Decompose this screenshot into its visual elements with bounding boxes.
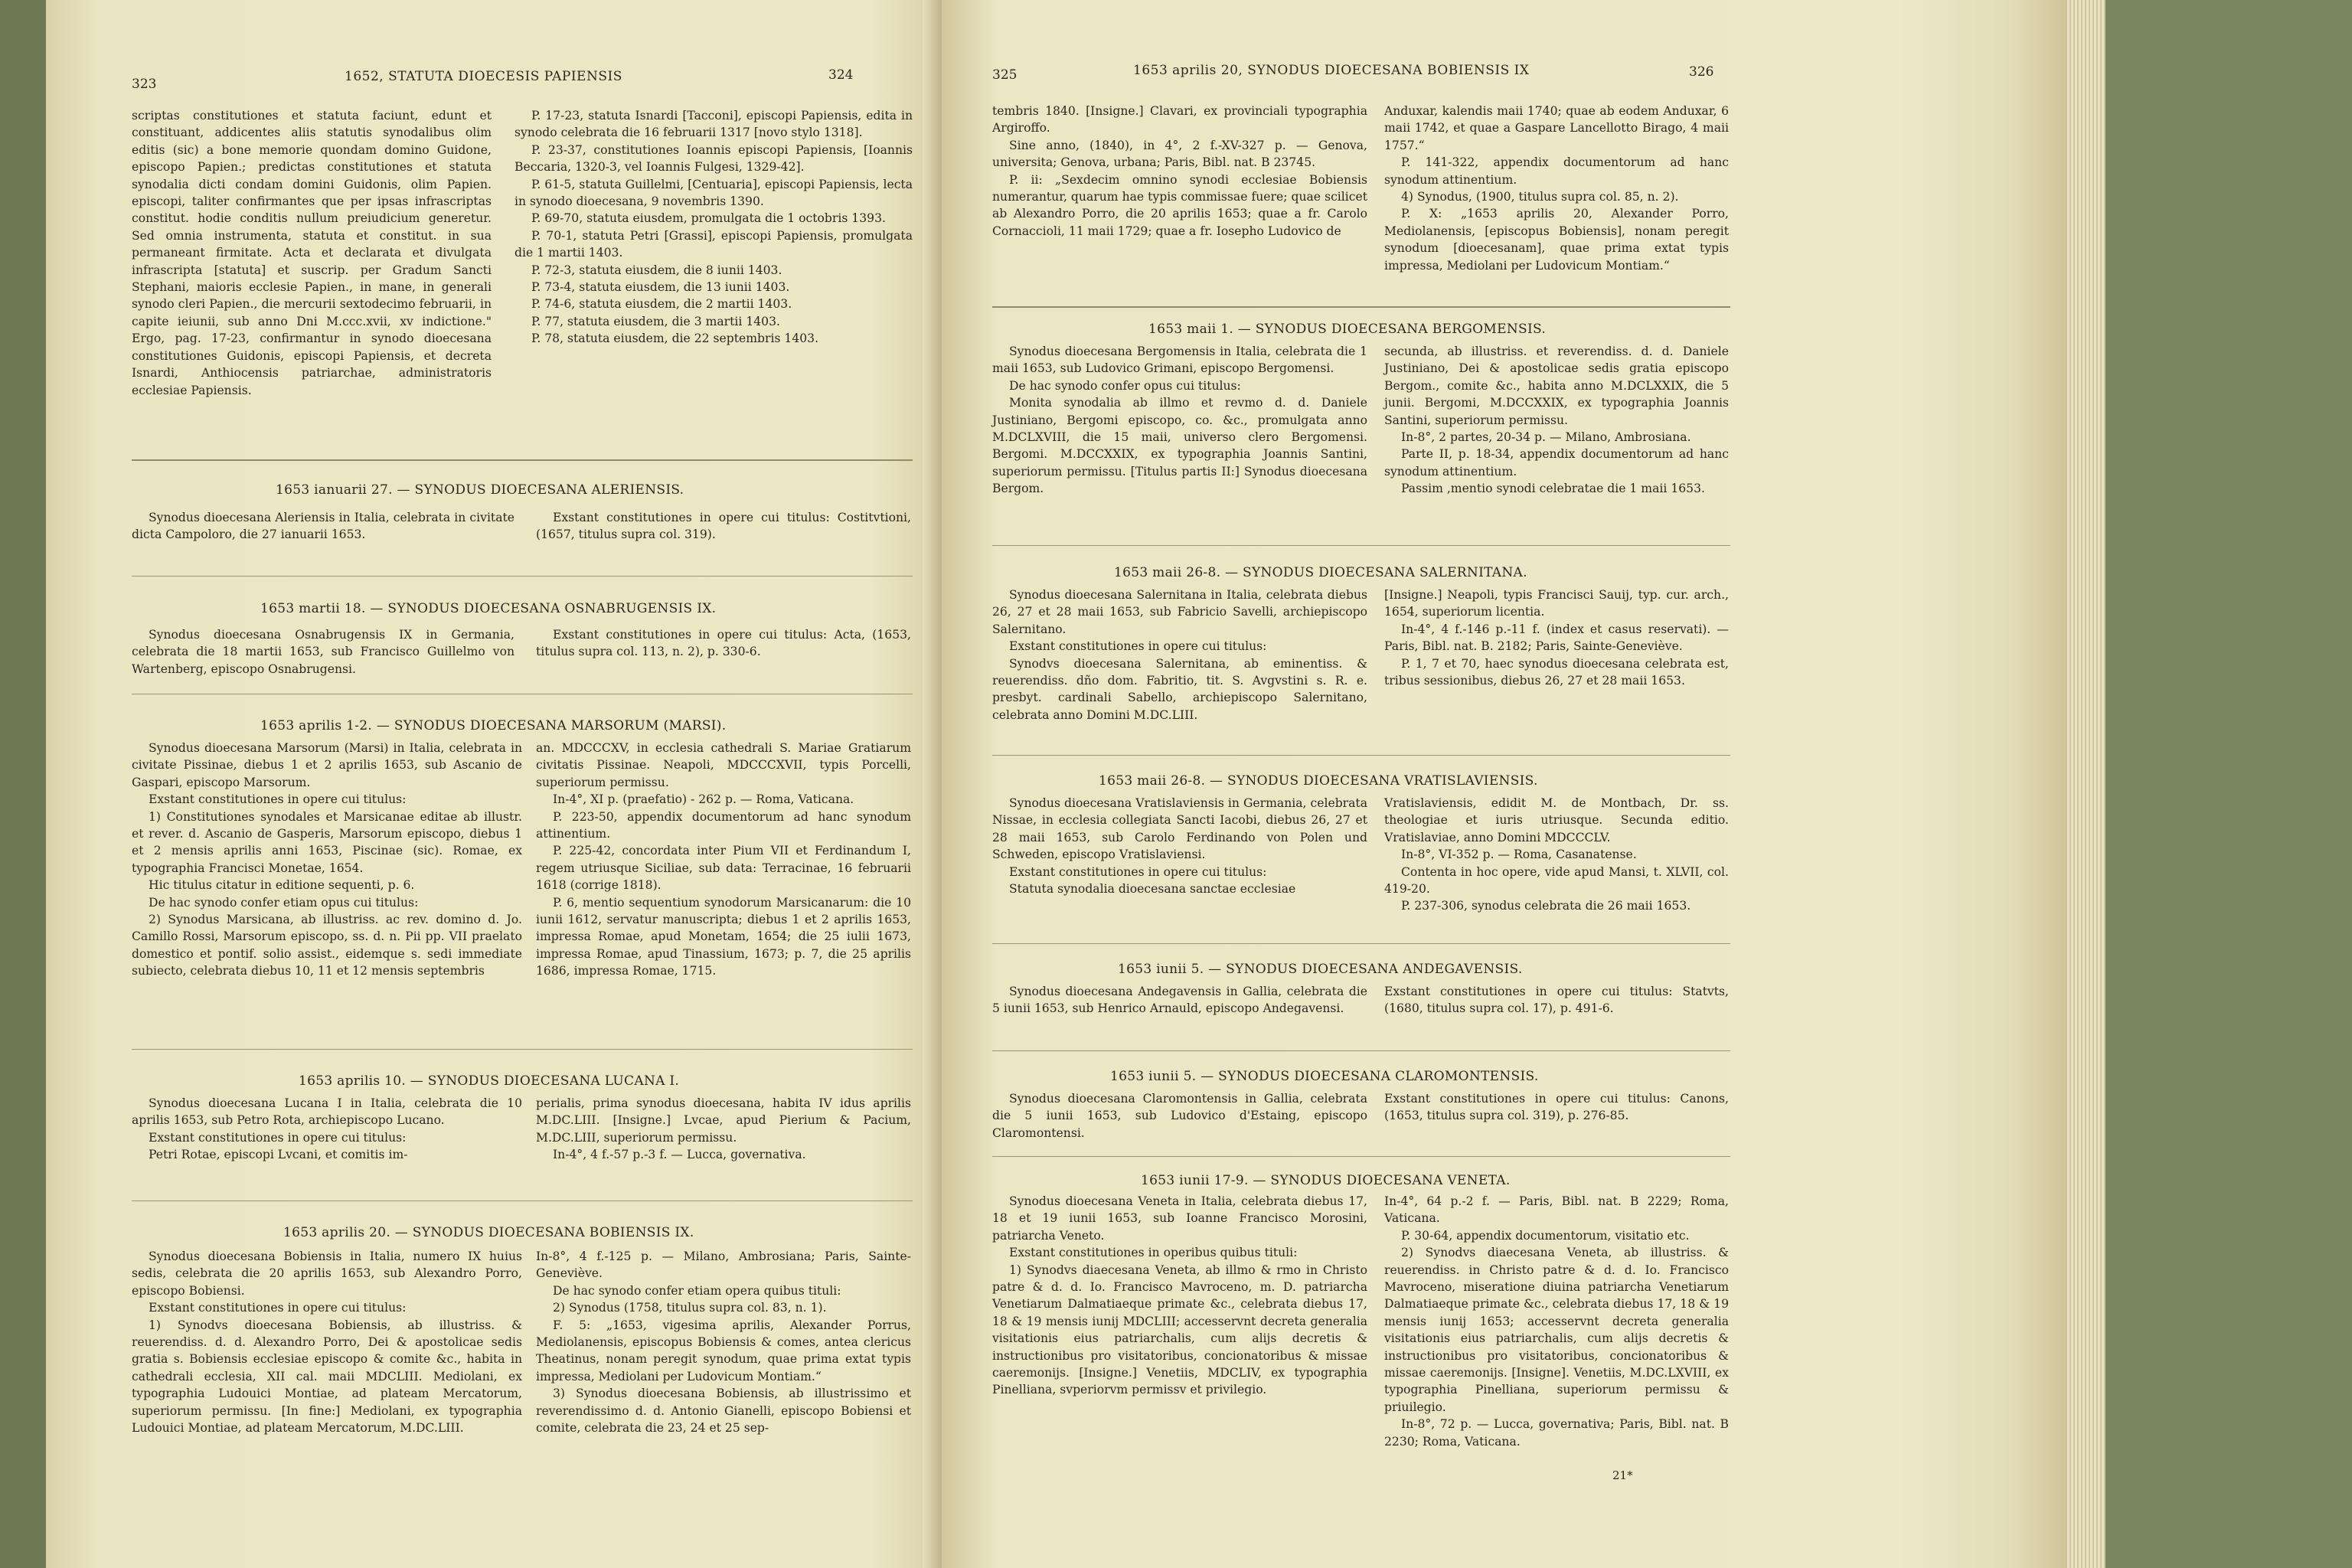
text-column: Exstant constitutiones in opere cui titulus: Canons, (1653, titulus supra col. 319), p. 276-85.	[1384, 1092, 1729, 1123]
section-rule	[132, 1049, 913, 1050]
text-column: Synodus dioecesana Osnabrugensis IX in Germania, celebrata die 18 martii 1653, sub Francisco Guillelmo von Wartenberg, episcopo Osnabrugensi.	[132, 628, 514, 676]
text-column: Synodus dioecesana Veneta in Italia, celebrata diebus 17, 18 et 19 iunii 1653, sub Ioanne Francisco Morosini, patriarcha Veneto. Exstant constitutiones in operibus quibus tituli: 1) Synodvs diaecesana Veneta, ab illmo & rmo in Christo patre & d. d. Io. Francisco Mavroceno, m. D. patriarcha Venetiarum Dalmatiaeque primate &c., celebrata diebus 17, 18 & 19 mensis iunij MDCLIII; accesservnt decreta generalia visitationis eius patriarchalis, cum alijs decretis & instructionibus pro visitatoribus, concionatoribus & missae caeremonijs. [Insigne.] Venetiis, MDCLIV, ex typographia Pinelliana, svperiorvm permissv et privilegio.	[992, 1194, 1367, 1397]
text-column: perialis, prima synodus dioecesana, habita IV idus aprilis M.DC.LIII. [Insigne.] Lvcae, apud Pierium & Pacium, M.DC.LIII, superiorum permissu. In-4°, 4 f.-57 p.-3 f. — Lucca, governativa.	[536, 1096, 911, 1162]
section-title: 1653 martii 18. — SYNODUS DIOECESANA OSNABRUGENSIS IX.	[260, 601, 717, 616]
section-rule	[992, 306, 1730, 308]
section-rule	[132, 1200, 913, 1201]
text-column: Synodus dioecesana Bobiensis in Italia, numero IX huius sedis, celebrata die 20 aprilis 1653, sub Alexandro Porro, episcopo Bobiensi. Exstant constitutiones in opere cui titulus: 1) Synodvs dioecesana Bobiensis, ab illustriss. & reuerendiss. d. d. Alexandro Porro, Dei & apostolicae sedis gratia s. Bobiensis ecclesiae episcopo & comite &c., habita in cathedrali ecclesia, XII cal. maii MDCLIII. Mediolani, ex typographia Ludouici Montiae, ad plateam Mercatorum, superiorum permissu. [In fine:] Mediolani, ex typographia Ludouici Montiae, ad plateam Mercatorum, M.DC.LIII.	[132, 1250, 522, 1436]
signature-mark: 21*	[1612, 1468, 1633, 1482]
right-page	[942, 0, 2067, 1568]
text-column: Synodus dioecesana Lucana I in Italia, celebrata die 10 aprilis 1653, sub Petro Rota, archiepiscopo Lucano. Exstant constitutiones in opere cui titulus: Petri Rotae, episcopi Lvcani, et comitis im-	[132, 1096, 522, 1162]
text-column: Exstant constitutiones in opere cui titulus: Costitvtioni, (1657, titulus supra col. 319).	[536, 511, 911, 542]
section-title: 1653 maii 26-8. — SYNODUS DIOECESANA SALERNITANA.	[1114, 565, 1527, 580]
section-rule	[992, 545, 1730, 546]
section-title: 1653 maii 26-8. — SYNODUS DIOECESANA VRATISLAVIENSIS.	[1099, 773, 1538, 789]
section-title: 1653 aprilis 20. — SYNODUS DIOECESANA BOBIENSIS IX.	[283, 1225, 694, 1240]
page-number: 326	[1689, 64, 1714, 80]
text-column: Synodus dioecesana Andegavensis in Gallia, celebrata die 5 iunii 1653, sub Henrico Arnauld, episcopo Andegavensi.	[992, 985, 1367, 1016]
text-column: In-4°, 64 p.-2 f. — Paris, Bibl. nat. B 2229; Roma, Vaticana. P. 30-64, appendix documentorum, visitatio etc. 2) Synodvs diaecesana Veneta, ab illustriss. & reuerendiss. in Christo patre & d. d. Io. Francisco Mavroceno, miseratione diuina patriarcha Venetiarum Dalmatiaeque primate &c., celebrata diebus 17, 18 & 19 mensis iunij 1653; accesservnt decreta generalia visitationis eius patriarchalis, cum alijs decretis & instructionibus pro visitatoribus, concionatoribus & missae caeremonijs. [Insigne]. Venetiis, M.DC.LXVIII, ex typographia Pinelliana, superiorum permissu & priuilegio. In-8°, 72 p. — Lucca, governativa; Paris, Bibl. nat. B 2230; Roma, Vaticana.	[1384, 1194, 1729, 1449]
section-rule	[992, 1050, 1730, 1051]
section-rule	[992, 755, 1730, 756]
text-column: Synodus dioecesana Salernitana in Italia, celebrata diebus 26, 27 et 28 maii 1653, sub Fabricio Savelli, archiepiscopo Salernitano. Exstant constitutiones in opere cui titulus: Synodvs dioecesana Salernitana, ab eminentiss. & reuerendiss. dño dom. Fabritio, tit. S. Avgvstini s. R. e. presbyt. cardinali Sabello, archiepiscopo Salernitano, celebrata anno Domini M.DC.LIII.	[992, 588, 1367, 722]
text-column: Synodus dioecesana Vratislaviensis in Germania, celebrata Nissae, in ecclesia collegiata Sancti Iacobi, diebus 26, 27 et 28 maii 1653, sub Carolo Ferdinando von Polen und Schweden, episcopo Vratislaviensi. Exstant constitutiones in opere cui titulus: Statuta synodalia dioecesana sanctae ecclesiae	[992, 796, 1367, 897]
text-column: Exstant constitutiones in opere cui titulus: Statvts, (1680, titulus supra col. 17), p. 491-6.	[1384, 985, 1729, 1016]
section-rule	[992, 1156, 1730, 1157]
section-rule	[992, 943, 1730, 944]
text-column: Synodus dioecesana Marsorum (Marsi) in Italia, celebrata in civitate Pissinae, diebus 1 et 2 aprilis 1653, sub Ascanio de Gaspari, episcopo Marsorum. Exstant constitutiones in opere cui titulus: 1) Constitutiones synodales et Marsicanae editae ab illustr. et rever. d. Ascanio de Gasperis, Marsorum episcopo, diebus 1 et 2 mensis aprilis anni 1653, Piscinae (sic). Romae, ex typographia Francisci Monetae, 1654. Hic titulus citatur in editione sequenti, p. 6. De hac synodo confer etiam opus cui titulus: 2) Synodus Marsicana, ab illustriss. ac rev. domino d. Jo. Camillo Rossi, Marsorum episcopo, ss. d. n. Pii pp. VII praelato domestico et pontif. solio assist., eidemque s. sedi immediate subiecto, celebrata diebus 10, 11 et 12 mensis septembris	[132, 741, 522, 978]
page-number: 324	[828, 67, 854, 83]
section-rule	[132, 576, 913, 577]
running-header: 1653 aprilis 20, SYNODUS DIOECESANA BOBIENSIS IX	[1133, 63, 1530, 78]
text-column: In-8°, 4 f.-125 p. — Milano, Ambrosiana; Paris, Sainte-Geneviève. De hac synodo confer etiam opera quibus tituli: 2) Synodus (1758, titulus supra col. 83, n. 1). F. 5: „1653, vigesima aprilis, Alexander Porrus, Mediolanensis, episcopus Bobiensis & comes, antea clericus Theatinus, nonam peregit synodum, quae prima extat typis impressa, Mediolani per Ludovicum Montiam.“ 3) Synodus dioecesana Bobiensis, ab illustrissimo et reverendissimo d. d. Antonio Gianelli, episcopo Bobiensi et comite, celebrata die 23, 24 et 25 sep-	[536, 1250, 911, 1436]
section-title: 1653 maii 1. — SYNODUS DIOECESANA BERGOMENSIS.	[1148, 322, 1547, 337]
section-title: 1653 aprilis 1-2. — SYNODUS DIOECESANA MARSORUM (MARSI).	[260, 718, 727, 733]
section-rule	[132, 459, 913, 461]
text-column: Anduxar, kalendis maii 1740; quae ab eodem Anduxar, 6 maii 1742, et quae a Gaspare Lancellotto Birago, 4 maii 1757.“ P. 141-322, appendix documentorum ad hanc synodum attinentium. 4) Synodus, (1900, titulus supra col. 85, n. 2). P. X: „1653 aprilis 20, Alexander Porro, Mediolanensis, [episcopus Bobiensis], nonam peregit synodum [dioecesanam], quae prima extat typis impressa, Mediolani per Ludovicum Montiam.“	[1384, 104, 1729, 273]
section-title: 1653 iunii 17-9. — SYNODUS DIOECESANA VENETA.	[1141, 1173, 1511, 1188]
text-column: Vratislaviensis, edidit M. de Montbach, Dr. ss. theologiae et iuris utriusque. Secunda editio. Vratislaviae, anno Domini MDCCCLV. In-8°, VI-352 p. — Roma, Casanatense. Contenta in hoc opere, vide apud Mansi, t. XLVII, col. 419-20. P. 237-306, synodus celebrata die 26 maii 1653.	[1384, 796, 1729, 913]
section-title: 1653 iunii 5. — SYNODUS DIOECESANA CLAROMONTENSIS.	[1110, 1069, 1539, 1084]
page-number: 323	[132, 77, 157, 92]
text-column: tembris 1840. [Insigne.] Clavari, ex provinciali typographia Argiroffo. Sine anno, (1840), in 4°, 2 f.-XV-327 p. — Genova, universita; Genova, urbana; Paris, Bibl. nat. B 23745. P. ii: „Sexdecim omnino synodi ecclesiae Bobiensis numerantur, quarum hae typis commissae fuere; quae scilicet ab Alexandro Porro, die 20 aprilis 1653; quae a fr. Carolo Cornaccioli, 11 maii 1729; quae a fr. Iosepho Ludovico de	[992, 104, 1367, 238]
page-number: 325	[992, 67, 1018, 83]
left-page	[46, 0, 942, 1568]
desk-background	[2067, 0, 2352, 1568]
text-column: P. 17-23, statuta Isnardi [Tacconi], episcopi Papiensis, edita in synodo celebrata die 16 februarii 1317 [novo stylo 1318]. P. 23-37, constitutiones Ioannis episcopi Papiensis, [Ioannis Beccaria, 1320-3, vel Ioannis Fulgesi, 1329-42]. P. 61-5, statuta Guillelmi, [Centuaria], episcopi Papiensis, lecta in synodo dioecesana, 9 novembris 1390. P. 69-70, statuta eiusdem, promulgata die 1 octobris 1393. P. 70-1, statuta Petri [Grassi], episcopi Papiensis, promulgata die 1 martii 1403. P. 72-3, statuta eiusdem, die 8 iunii 1403. P. 73-4, statuta eiusdem, die 13 iunii 1403. P. 74-6, statuta eiusdem, die 2 martii 1403. P. 77, statuta eiusdem, die 3 martii 1403. P. 78, statuta eiusdem, die 22 septembris 1403.	[514, 109, 913, 346]
text-column: Synodus dioecesana Aleriensis in Italia, celebrata in civitate dicta Campoloro, die 27 ianuarii 1653.	[132, 511, 514, 542]
text-column: Synodus dioecesana Bergomensis in Italia, celebrata die 1 maii 1653, sub Ludovico Grimani, episcopo Bergomensi. De hac synodo confer opus cui titulus: Monita synodalia ab illmo et revmo d. d. Daniele Justiniano, Bergomi episcopo, co. &c., promulgata anno M.DCLXVIII, die 15 maii, universo clero Bergomensi. Bergomi. M.DCCXXIX, ex typographia Joannis Santini, superiorum permissu. [Titulus partis II:] Synodus dioecesana Bergom.	[992, 345, 1367, 496]
section-title: 1653 ianuarii 27. — SYNODUS DIOECESANA ALERIENSIS.	[276, 482, 684, 498]
text-column: secunda, ab illustriss. et reverendiss. d. d. Daniele Justiniano, Dei & apostolicae sedis gratia episcopo Bergom., comite &c., habita anno M.DCLXXIX, die 5 junii. Bergomi, M.DCCXXIX, ex typographia Joannis Santini, superiorum permissu. In-8°, 2 partes, 20-34 p. — Milano, Ambrosiana. Parte II, p. 18-34, appendix documentorum ad hanc synodum attinentium. Passim ,mentio synodi celebratae die 1 maii 1653.	[1384, 345, 1729, 496]
text-column: [Insigne.] Neapoli, typis Francisci Sauij, typ. cur. arch., 1654, superiorum licentia. In-4°, 4 f.-146 p.-11 f. (index et casus reservati). — Paris, Bibl. nat. B. 2182; Paris, Sainte-Geneviève. P. 1, 7 et 70, haec synodus dioecesana celebrata est, tribus sessionibus, diebus 26, 27 et 28 maii 1653.	[1384, 588, 1729, 688]
running-header: 1652, STATUTA DIOECESIS PAPIENSIS	[345, 69, 622, 84]
text-column: scriptas constitutiones et statuta faciunt, edunt et constituant, addicentes aliis statutis synodalibus olim editis (sic) a bone memorie quondam domino Guidone, episcopo Papien.; predictas constitutiones et statuta synodalia dicti condam domini Guidonis, olim Papien. episcopi, taliter confirmantes que per ipsas infrascriptas constitut. hodie conditis nullum preiudicium generetur. Sed omnia instrumenta, statuta et constitut. in sua permaneant firmitate. Acta et declarata et divulgata infrascripta [statuta] et suscrip. per Gradum Sancti Stephani, maioris ecclesie Papien., in mane, in generali synodo cleri Papien., die mercurii sextodecimo februarii, in capite ieiunii, sub anno Dni M.ccc.xvii, xv indictione." Ergo, pag. 17-23, confirmantur in synodo dioecesana constitutiones Guidonis, episcopi Papiensis, et decreta Isnardi, Anthiocensis patriarchae, administratoris ecclesiae Papiensis.	[132, 109, 492, 397]
text-column: an. MDCCCXV, in ecclesia cathedrali S. Mariae Gratiarum civitatis Pissinae. Neapoli, MDCCCXVII, typis Porcelli, superiorum permissu. In-4°, XI p. (praefatio) - 262 p. — Roma, Vaticana. P. 223-50, appendix documentorum ad hanc synodum attinentium. P. 225-42, concordata inter Pium VII et Ferdinandum I, regem utriusque Siciliae, sub data: Terracinae, 16 februarii 1618 (corrige 1818). P. 6, mentio sequentium synodorum Marsicanarum: die 10 iunii 1612, servatur manuscripta; diebus 1 et 2 aprilis 1653, impressa Romae, apud Monetam, 1654; die 25 iulii 1673, impressa Romae, apud Tinassium, 1673; p. 7, die 25 aprilis 1686, impressa Romae, 1715.	[536, 741, 911, 978]
section-title: 1653 aprilis 10. — SYNODUS DIOECESANA LUCANA I.	[299, 1073, 680, 1089]
section-title: 1653 iunii 5. — SYNODUS DIOECESANA ANDEGAVENSIS.	[1118, 962, 1523, 977]
text-column: Exstant constitutiones in opere cui titulus: Acta, (1653, titulus supra col. 113, n. 2), p. 330-6.	[536, 628, 911, 659]
text-column: Synodus dioecesana Claromontensis in Gallia, celebrata die 5 iunii 1653, sub Ludovico d'Estaing, episcopo Claromontensi.	[992, 1092, 1367, 1140]
